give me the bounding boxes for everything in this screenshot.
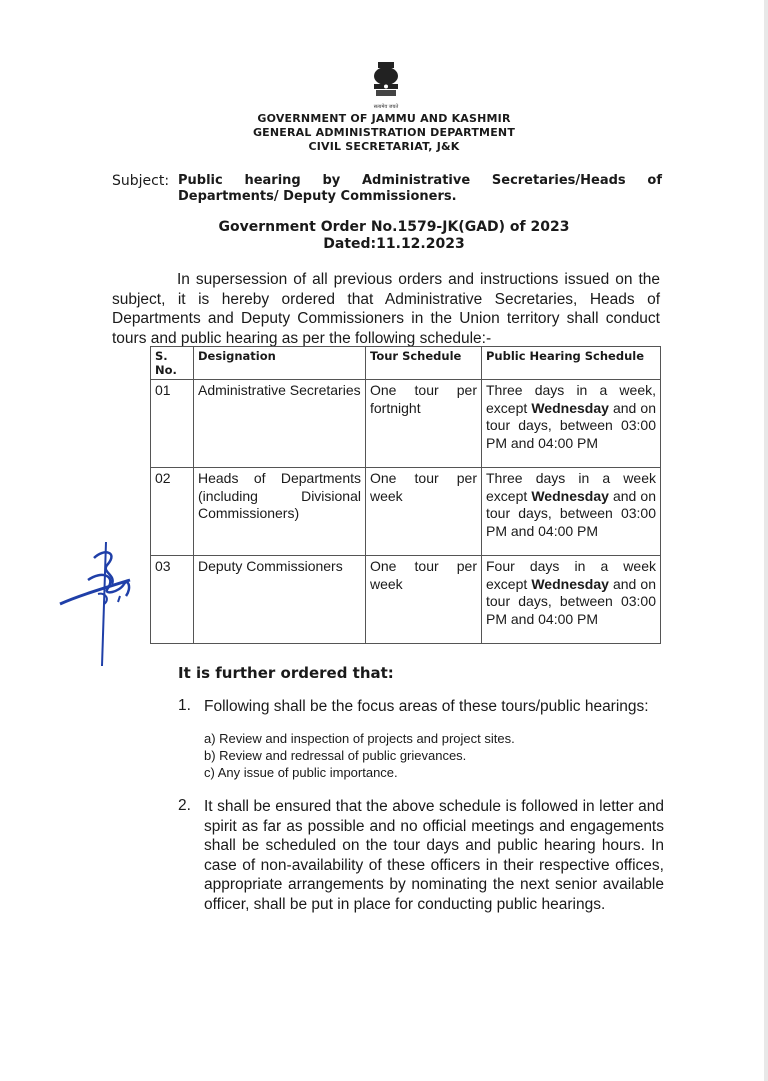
subject-label: Subject: xyxy=(112,173,170,189)
order-number: Government Order No.1579-JK(GAD) of 2023 xyxy=(218,219,570,235)
header-line-2: GENERAL ADMINISTRATION DEPARTMENT xyxy=(252,126,516,139)
col-hearing-header: Public Hearing Schedule xyxy=(482,347,661,380)
hearing-day: Wednesday xyxy=(531,575,609,592)
subject-line-1: Public hearing by Administrative Secretaries/Heads of xyxy=(178,173,662,188)
hearing-text-pre: Four days in a week except xyxy=(486,558,656,592)
cell-designation: Administrative Secretaries xyxy=(194,380,366,468)
hearing-text-post: and on tour days, between 03:00 PM and 04:00 PM xyxy=(486,487,656,539)
point-2-text: It shall be ensured that the above schedule is followed in letter and spirit as far as possible and no official meetings and engagements shall be scheduled on the tour days and public hearing hours. In case of non-availability of these officers in their respective offices, appropriate arrangements by nominating the next senior available officer, shall be put in place for conducting public hearings. xyxy=(204,798,664,913)
hearing-text-pre: Three days in a week except xyxy=(486,470,656,504)
cell-designation: Heads of Departments (including Divisional Commissioners) xyxy=(194,468,366,556)
cell-sno: 02 xyxy=(151,468,194,556)
hearing-day: Wednesday xyxy=(531,399,609,416)
further-heading: It is further ordered that: xyxy=(178,664,394,682)
schedule-table xyxy=(150,346,661,644)
point-1-text: Following shall be the focus areas of these tours/public hearings: xyxy=(204,698,649,715)
point-2-number: 2. xyxy=(178,797,191,814)
cell-sno: 01 xyxy=(151,380,194,468)
table-row xyxy=(151,380,661,468)
cell-tour: One tour per fortnight xyxy=(366,380,482,468)
cell-hearing xyxy=(482,468,661,556)
page-edge xyxy=(764,0,768,1081)
header-line-3: CIVIL SECRETARIAT, J&K xyxy=(308,140,460,153)
list-item: b) Review and redressal of public grievances. xyxy=(204,748,467,763)
cell-hearing xyxy=(482,380,661,468)
hearing-text-post: and on tour days, between 03:00 PM and 04:00 PM xyxy=(486,575,656,627)
col-sno-header: S. No. xyxy=(151,347,194,380)
point-1-number: 1. xyxy=(178,697,191,714)
table-row xyxy=(151,468,661,556)
header-line-1: GOVERNMENT OF JAMMU AND KASHMIR xyxy=(257,112,511,125)
cell-hearing xyxy=(482,556,661,644)
hearing-text-pre: Three days in a week, except xyxy=(486,382,656,416)
emblem-motto: सत्यमेव जयते xyxy=(373,104,399,110)
state-emblem-icon xyxy=(366,60,406,108)
col-tour-header: Tour Schedule xyxy=(366,347,482,380)
cell-tour: One tour per week xyxy=(366,556,482,644)
subject-line-2: Departments/ Deputy Commissioners. xyxy=(178,189,457,204)
hearing-day: Wednesday xyxy=(531,487,609,504)
hearing-text-post: and on tour days, between 03:00 PM and 04:00 PM xyxy=(486,399,656,451)
list-item: c) Any issue of public importance. xyxy=(204,765,398,780)
intro-paragraph xyxy=(112,270,660,348)
handwritten-signature-icon xyxy=(58,540,138,670)
col-designation-header: Designation xyxy=(194,347,366,380)
table-row xyxy=(151,556,661,644)
cell-sno: 03 xyxy=(151,556,194,644)
cell-designation: Deputy Commissioners xyxy=(194,556,366,644)
table-header-row xyxy=(151,347,661,380)
list-item: a) Review and inspection of projects and project sites. xyxy=(204,731,515,746)
cell-tour: One tour per week xyxy=(366,468,482,556)
intro-text: In supersession of all previous orders and instructions issued on the subject, it is hereby ordered that Administrative Secretaries, Heads of Departments and Deputy Commissioners in the Union territory shall conduct tours and public hearing as per the following schedule:- xyxy=(112,271,660,347)
order-date: Dated:11.12.2023 xyxy=(323,236,465,252)
